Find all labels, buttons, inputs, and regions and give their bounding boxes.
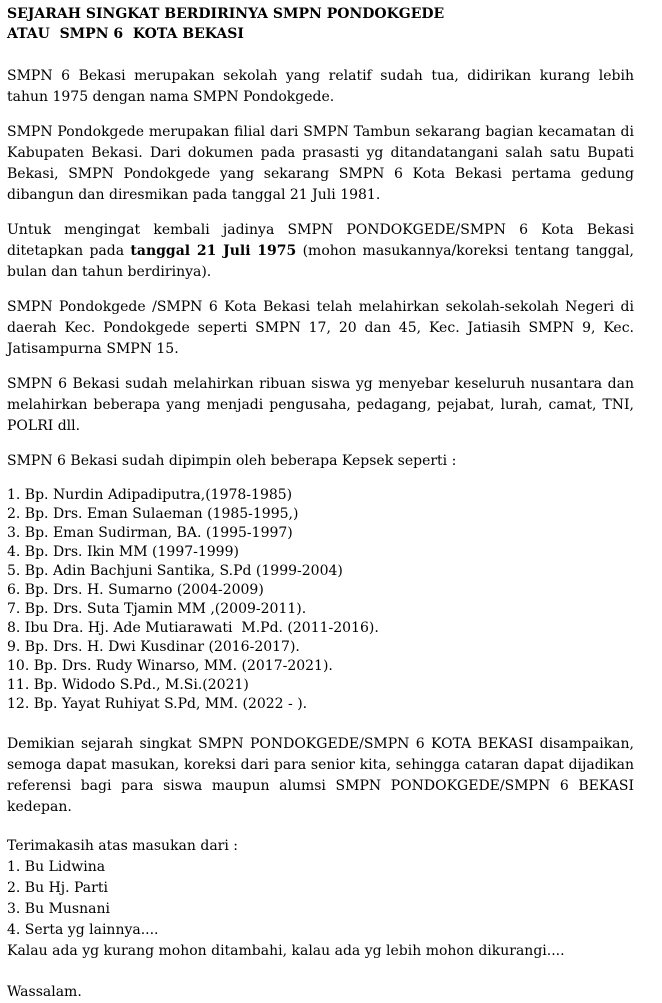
paragraph-intro: SMPN 6 Bekasi merupakan sekolah yang relatif sudah tua, didirikan kurang lebih tahun 1975 dengan nama SMPN Pondokgede. <box>7 68 634 105</box>
list-item: 2. Bp. Drs. Eman Sulaeman (1985-1995,) <box>7 506 299 522</box>
list-item: 3. Bp. Eman Sudirman, BA. (1995-1997) <box>7 525 293 541</box>
list-item: 5. Bp. Adin Bachjuni Santika, S.Pd (1999-2004) <box>7 563 343 579</box>
list-item: 6. Bp. Drs. H. Sumarno (2004-2009) <box>7 582 264 598</box>
list-item: 10. Bp. Drs. Rudy Winarso, MM. (2017-2021). <box>7 658 333 674</box>
list-item: 4. Bp. Drs. Ikin MM (1997-1999) <box>7 544 239 560</box>
paragraph-alumni: SMPN 6 Bekasi sudah melahirkan ribuan siswa yg menyebar keseluruh nusantara dan melahirkan beberapa yang menjadi pengusaha, pedagang, pejabat, lurah, camat, TNI, POLRI dll. <box>7 376 634 434</box>
list-item: 2. Bu Hj. Parti <box>7 880 108 896</box>
list-item: 12. Bp. Yayat Ruhiyat S.Pd, MM. (2022 - ). <box>7 696 308 712</box>
paragraph-principals-intro: SMPN 6 Bekasi sudah dipimpin oleh beberapa Kepsek seperti : <box>7 453 457 469</box>
list-item: 8. Ibu Dra. Hj. Ade Mutiarawati M.Pd. (2011-2016). <box>7 620 379 636</box>
list-item: 4. Serta yg lainnya.... <box>7 922 159 938</box>
founding-text-after: (mohon masukannya/koreksi tentang tanggal, bulan dan tahun berdirinya). <box>7 243 634 280</box>
closing-note: Kalau ada yg kurang mohon ditambahi, kalau ada yg lebih mohon dikurangi.... <box>7 943 565 959</box>
contributors-list <box>7 857 634 941</box>
thanks-intro: Terimakasih atas masukan dari : <box>7 838 239 854</box>
list-item: 11. Bp. Widodo S.Pd., M.Si.(2021) <box>7 677 249 693</box>
list-item: 3. Bu Musnani <box>7 901 110 917</box>
principals-list <box>7 486 634 714</box>
list-item: 9. Bp. Drs. H. Dwi Kusdinar (2016-2017). <box>7 639 300 655</box>
paragraph-founding-date <box>7 220 634 283</box>
signoff: Wassalam. <box>7 984 82 1000</box>
title-line-1: SEJARAH SINGKAT BERDIRINYA SMPN PONDOKGEDE <box>7 6 445 22</box>
paragraph-schools: SMPN Pondokgede /SMPN 6 Kota Bekasi telah melahirkan sekolah-sekolah Negeri di daerah Kec. Pondokgede seperti SMPN 17, 20 dan 45, Kec. Jatiasih SMPN 9, Kec. Jatisampurna SMPN 15. <box>7 299 634 357</box>
paragraph-conclusion: Demikian sejarah singkat SMPN PONDOKGEDE/SMPN 6 KOTA BEKASI disampaikan, semoga dapat masukan, koreksi dari para senior kita, sehingga cataran dapat dijadikan referensi bagi para siswa maupun alumsi SMPN PONDOKGEDE/SMPN 6 BEKASI kedepan. <box>7 736 634 815</box>
list-item: 1. Bu Lidwina <box>7 859 106 875</box>
list-item: 7. Bp. Drs. Suta Tjamin MM ,(2009-2011). <box>7 601 307 617</box>
founding-date-bold: tanggal 21 Juli 1975 <box>130 243 297 259</box>
founding-text-before: Untuk mengingat kembali jadinya SMPN PONDOKGEDE/SMPN 6 Kota Bekasi ditetapkan pada <box>7 222 634 259</box>
paragraph-filial: SMPN Pondokgede merupakan filial dari SMPN Tambun sekarang bagian kecamatan di Kabupaten Bekasi. Dari dokumen pada prasasti yg ditandatangani salah satu Bupati Bekasi, SMPN Pondokgede yang sekarang SMPN 6 Kota Bekasi pertama gedung dibangun dan diresmikan pada tanggal 21 Juli 1981. <box>7 124 634 203</box>
list-item: 1. Bp. Nurdin Adipadiputra,(1978-1985) <box>7 487 293 503</box>
title-line-2: ATAU SMPN 6 KOTA BEKASI <box>7 26 244 42</box>
